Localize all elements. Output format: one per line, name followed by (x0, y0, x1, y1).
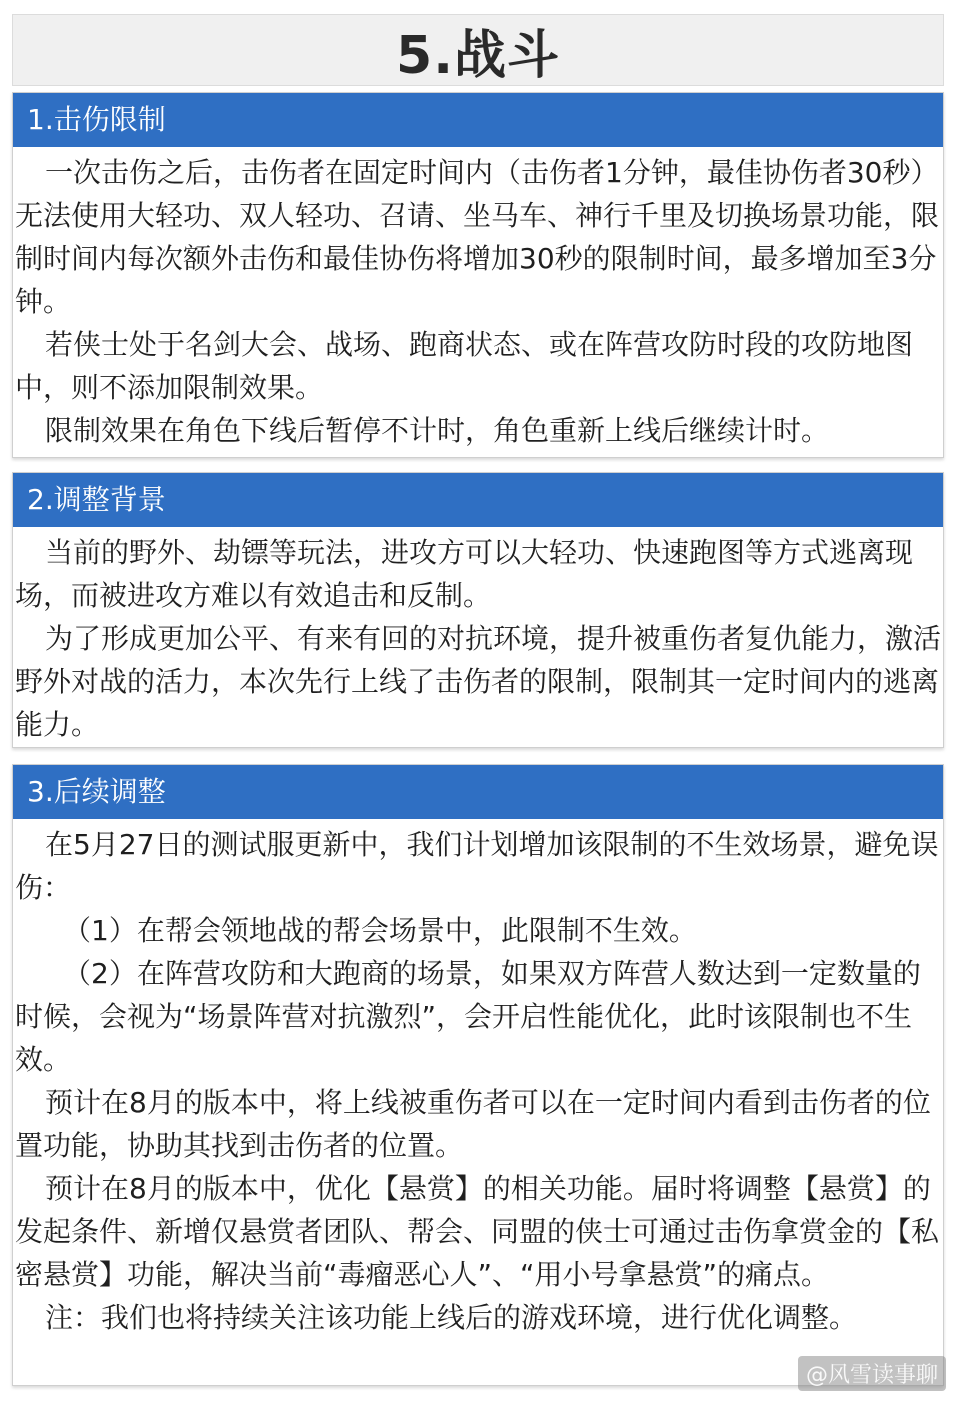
section-hit-limit (12, 92, 944, 458)
paragraph-item-1: （1）在帮会领地战的帮会场景中，此限制不生效。 (63, 914, 697, 947)
paragraph: 为了形成更加公平、有来有回的对抗环境，提升被重伤者复仇能力，激活野外对战的活力，本次先行上线了击伤者的限制，限制其一定时间内的逃离能力。 (15, 622, 942, 741)
watermark: @风雪读事聊 (798, 1356, 946, 1391)
section-body (13, 147, 943, 458)
section-followup (12, 764, 944, 1386)
paragraph: 在5月27日的测试服更新中，我们计划增加该限制的不生效场景，避免误伤： (15, 828, 939, 904)
paragraph: 限制效果在角色下线后暂停不计时，角色重新上线后继续计时。 (45, 414, 830, 447)
section-body (13, 527, 943, 752)
section-header: 1.击伤限制 (13, 93, 943, 147)
paragraph: 预计在8月的版本中，优化【悬赏】的相关功能。届时将调整【悬赏】的发起条件、新增仅悬赏者团队、帮会、同盟的侠士可通过击伤拿赏金的【私密悬赏】功能，解决当前“毒瘤恶心人”、“用小号拿悬赏”的痛点。 (15, 1172, 940, 1291)
section-header: 3.后续调整 (13, 765, 943, 819)
paragraph: 当前的野外、劫镖等玩法，进攻方可以大轻功、快速跑图等方式逃离现场，而被进攻方难以有效追击和反制。 (15, 536, 914, 612)
section-header: 2.调整背景 (13, 473, 943, 527)
section-background (12, 472, 944, 748)
page-title-bar (12, 14, 944, 86)
paragraph-item-2: （2）在阵营攻防和大跑商的场景，如果双方阵营人数达到一定数量的时候，会视为“场景阵营对抗激烈”，会开启性能优化，此时该限制也不生效。 (15, 957, 921, 1076)
paragraph: 预计在8月的版本中，将上线被重伤者可以在一定时间内看到击伤者的位置功能，协助其找到击伤者的位置。 (15, 1086, 931, 1162)
paragraph: 注：我们也将持续关注该功能上线后的游戏环境，进行优化调整。 (45, 1301, 858, 1334)
section-body (13, 819, 943, 1345)
page-title: 5.战斗 (396, 25, 560, 86)
paragraph: 若侠士处于名剑大会、战场、跑商状态、或在阵营攻防时段的攻防地图中，则不添加限制效果。 (15, 328, 914, 404)
paragraph: 一次击伤之后，击伤者在固定时间内（击伤者1分钟，最佳协伤者30秒）无法使用大轻功、双人轻功、召请、坐马车、神行千里及切换场景功能，限制时间内每次额外击伤和最佳协伤将增加30秒的限制时间，最多增加至3分钟。 (15, 156, 940, 318)
